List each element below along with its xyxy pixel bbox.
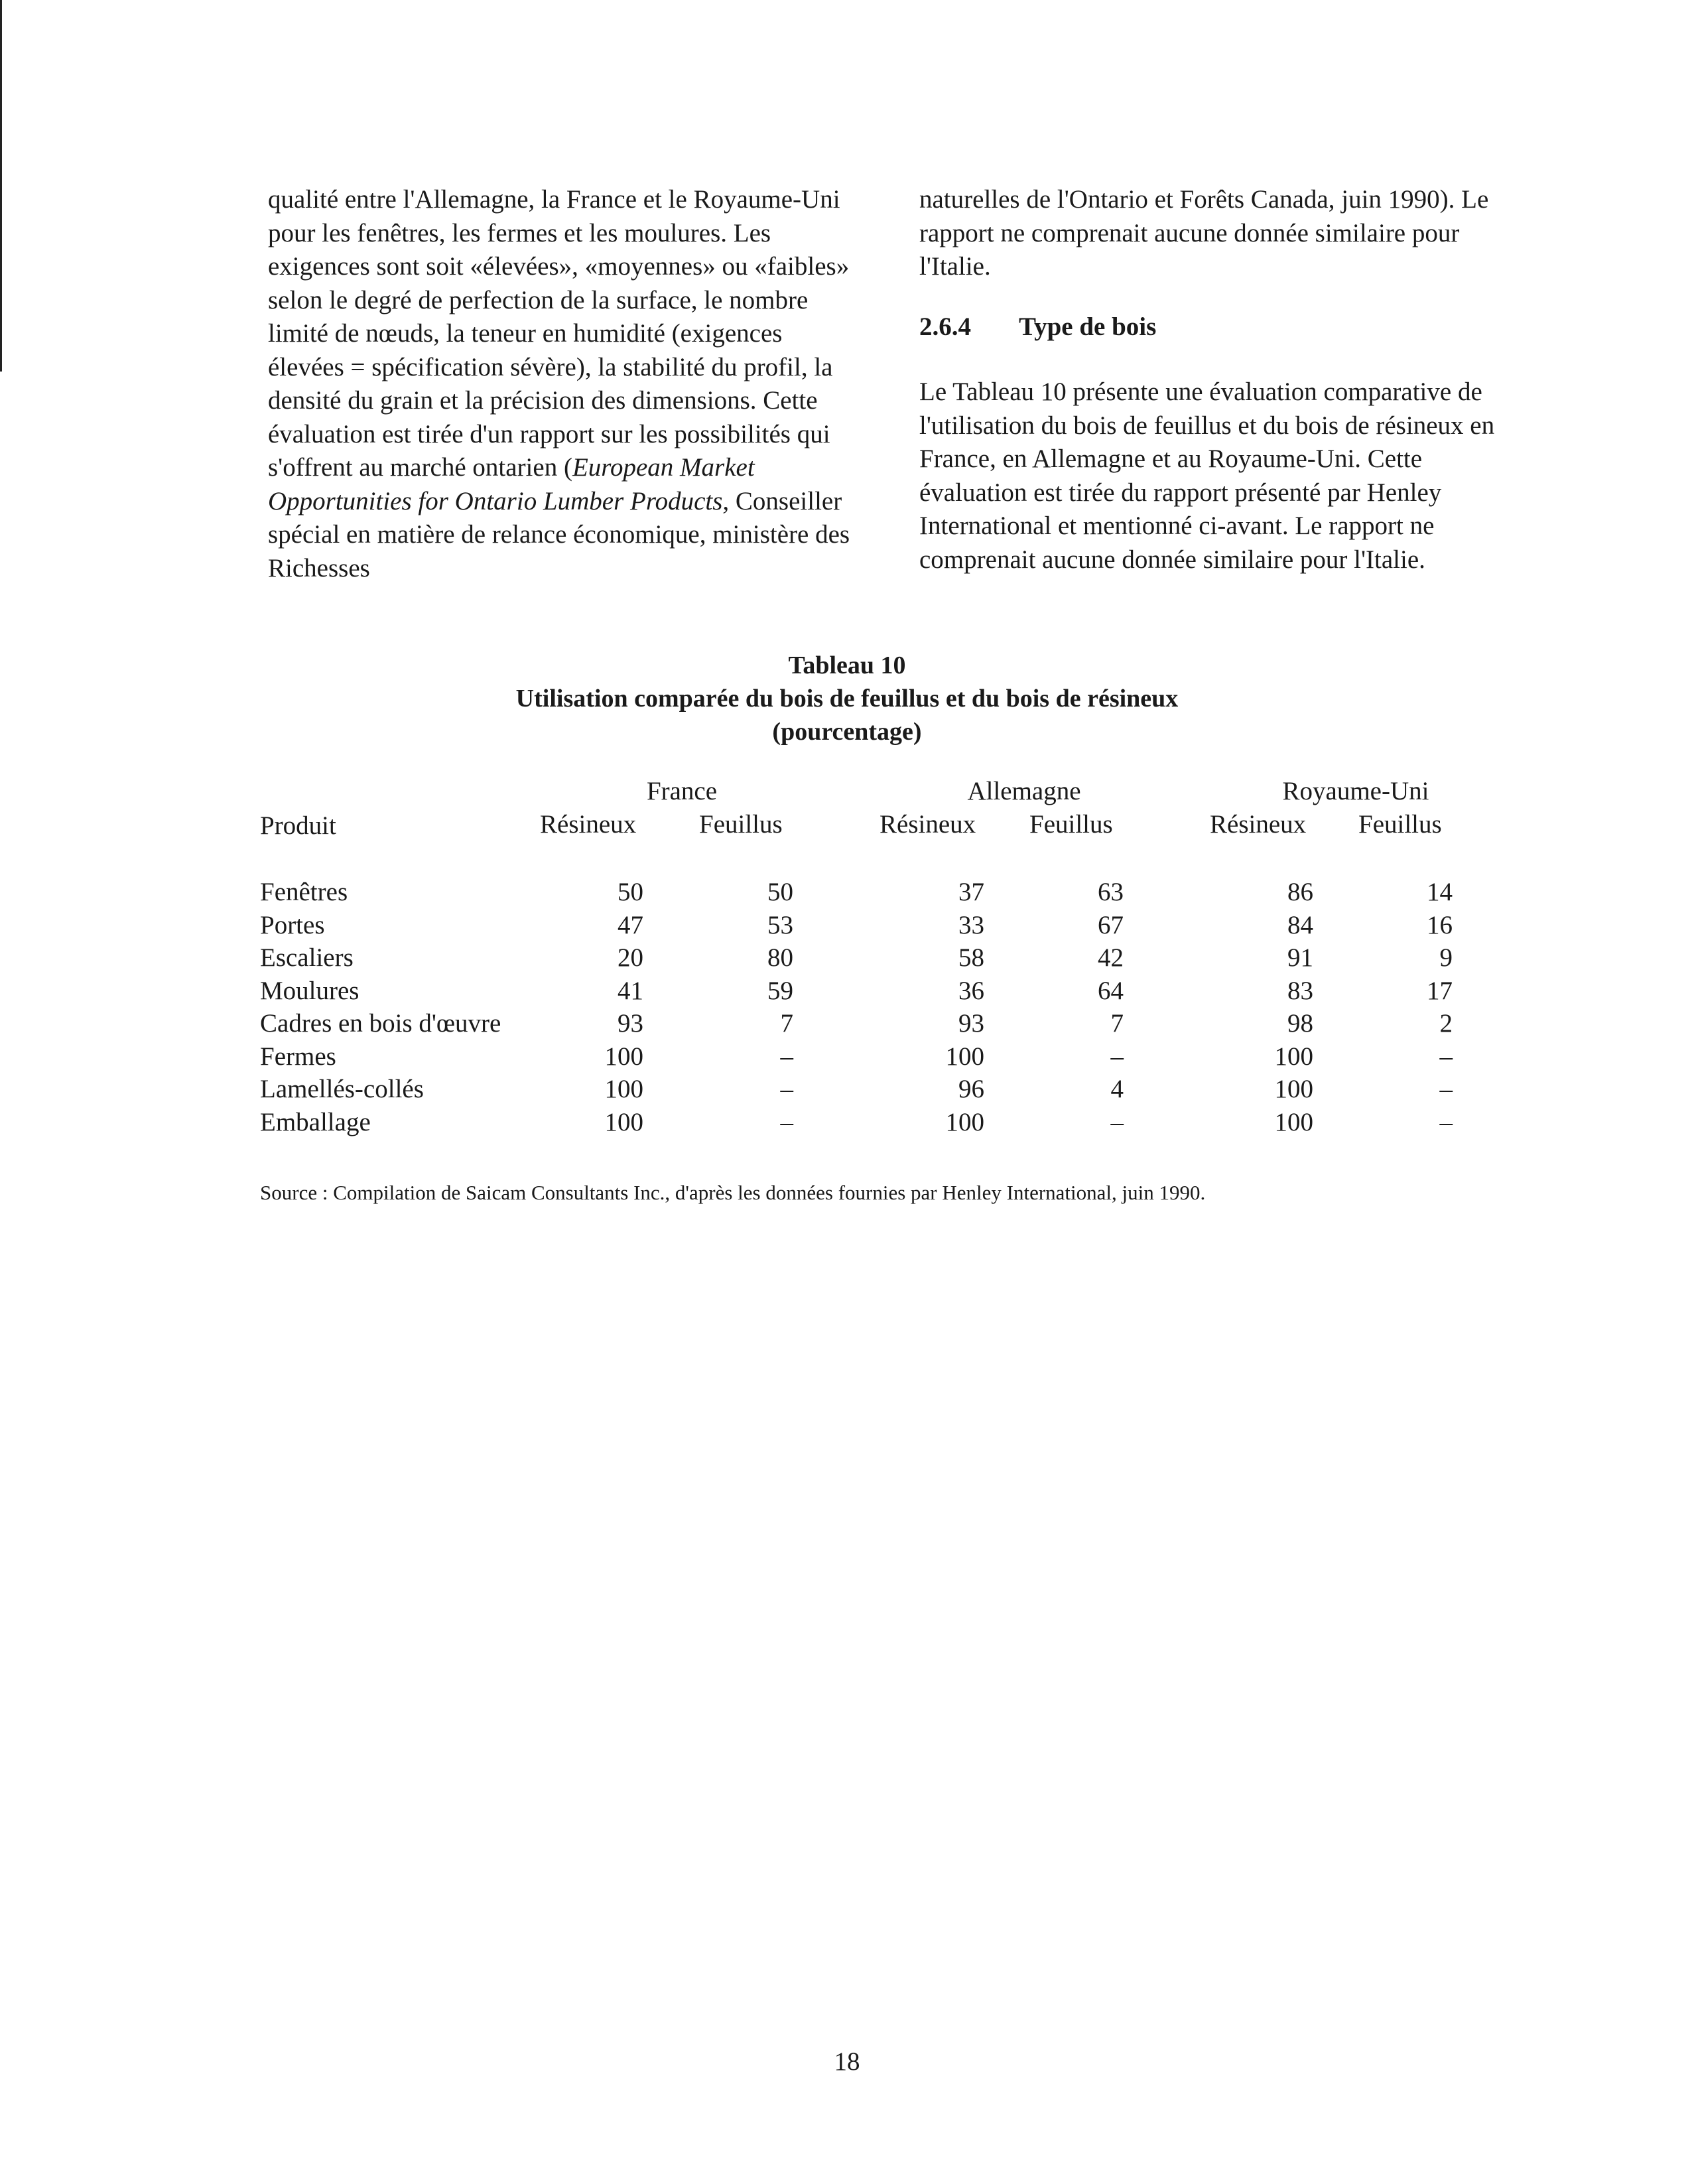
table-cell: 37 — [958, 878, 984, 906]
table-cell: 17 — [1427, 976, 1453, 1005]
table-cell: 53 — [767, 910, 793, 939]
table-cell: 98 — [1287, 1009, 1313, 1038]
left-paragraph-text-1: qualité entre l'Allemagne, la France et le Royaume-Uni pour les fenêtres, les fermes et les moulures. Les exigences sont soit «élevées», «moyennes» ou «faibles» selon le degré de perfection de la surface, le nombre limité de nœuds, la teneur en humidité (exigences élevées = spécification sévère), la stabilité du profil, la densité du grain et la précision des dimensions. Cette évaluation est tirée d'un rapport sur les possibilités qui s'offrent au marché ontarien ( — [268, 185, 850, 482]
table-cell: 83 — [1287, 976, 1313, 1005]
table-cell: – — [1439, 1042, 1453, 1071]
table-cell: 100 — [1274, 1075, 1313, 1103]
table-cell: 50 — [767, 878, 793, 906]
product-name: Portes — [260, 910, 325, 939]
right-text-column — [919, 183, 1503, 577]
table-cell: 100 — [604, 1075, 643, 1103]
table-cell: 36 — [958, 976, 984, 1005]
product-name: Emballage — [260, 1107, 371, 1136]
page-number: 18 — [834, 2047, 860, 2076]
right-paragraph-2: Le Tableau 10 présente une évaluation comparative de l'utilisation du bois de feuillus et du bois de résineux en France, en Allemagne et au Royaume-Uni. Cette évaluation est tirée du rapport présenté par Henley International et mentionné ci-avant. Le rapport ne comprenait aucune donnée similaire pour l'Italie. — [919, 377, 1495, 574]
product-name: Lamellés-collés — [260, 1075, 424, 1103]
table-cell: 86 — [1287, 878, 1313, 906]
product-name: Cadres en bois d'œuvre — [260, 1009, 501, 1038]
table-cell: 100 — [1274, 1107, 1313, 1136]
table-cell: 100 — [945, 1107, 984, 1136]
left-paragraph — [268, 183, 852, 585]
table-cell: – — [1110, 1042, 1124, 1071]
table-cell: – — [1110, 1107, 1124, 1136]
table-cell: – — [780, 1075, 793, 1103]
table-cell: 93 — [958, 1009, 984, 1038]
report-title-italic: European Market Opportunities for Ontario Lumber Products, — [268, 453, 755, 515]
product-name: Fermes — [260, 1042, 336, 1071]
table-cell: 9 — [1439, 943, 1453, 972]
table-cell: 16 — [1427, 910, 1453, 939]
table-cell: – — [1439, 1107, 1453, 1136]
country-header: Allemagne — [967, 777, 1081, 805]
table-cell: 7 — [1110, 1009, 1124, 1038]
section-title: Type de bois — [1019, 312, 1157, 341]
table-cell: 7 — [780, 1009, 793, 1038]
table-subtitle: (pourcentage) — [772, 718, 922, 746]
table-caption — [0, 649, 1694, 748]
table-title: Utilisation comparée du bois de feuillus et du bois de résineux — [515, 685, 1179, 713]
product-column-header: Produit — [260, 811, 336, 840]
table-cell: 96 — [958, 1075, 984, 1103]
product-name: Fenêtres — [260, 878, 348, 906]
country-header: Royaume-Uni — [1282, 777, 1429, 805]
table-cell: 47 — [618, 910, 643, 939]
product-name: Escaliers — [260, 943, 354, 972]
table-cell: 100 — [604, 1107, 643, 1136]
country-header: France — [646, 777, 718, 805]
table-cell: 14 — [1427, 878, 1453, 906]
section-heading — [919, 310, 1503, 344]
table-cell: 4 — [1110, 1075, 1124, 1103]
table-cell: 80 — [767, 943, 793, 972]
table-cell: 100 — [945, 1042, 984, 1071]
scan-edge-line — [0, 0, 2, 372]
resineux-subheader: Résineux — [540, 810, 637, 839]
feuillus-subheader: Feuillus — [699, 810, 783, 839]
left-paragraph-text-2: Conseiller spécial en matière de relance économique, ministère des Richesses — [268, 486, 850, 582]
table-cell: 58 — [958, 943, 984, 972]
product-name: Moulures — [260, 976, 359, 1005]
table-cell: – — [1439, 1075, 1453, 1103]
table-cell: 2 — [1439, 1009, 1453, 1038]
table-cell: – — [780, 1107, 793, 1136]
table-cell: 59 — [767, 976, 793, 1005]
table-cell: 84 — [1287, 910, 1313, 939]
left-text-column — [268, 183, 852, 585]
right-paragraph-1: naturelles de l'Ontario et Forêts Canada, juin 1990). Le rapport ne comprenait aucune donnée similaire pour l'Italie. — [919, 185, 1489, 281]
feuillus-subheader: Feuillus — [1358, 810, 1442, 839]
table-cell: 41 — [618, 976, 643, 1005]
table-cell: 64 — [1098, 976, 1124, 1005]
table-cell: 67 — [1098, 910, 1124, 939]
table-cell: 50 — [618, 878, 643, 906]
table-cell: 93 — [618, 1009, 643, 1038]
table-label: Tableau 10 — [788, 651, 906, 679]
table-cell: 33 — [958, 910, 984, 939]
resineux-subheader: Résineux — [1210, 810, 1307, 839]
table-cell: 100 — [604, 1042, 643, 1071]
table-source-note: Source : Compilation de Saicam Consultants Inc., d'après les données fournies par Henley International, juin 1990. — [260, 1181, 1206, 1204]
table-cell: 63 — [1098, 878, 1124, 906]
table-cell: 91 — [1287, 943, 1313, 972]
resineux-subheader: Résineux — [880, 810, 976, 839]
table-cell: 42 — [1098, 943, 1124, 972]
feuillus-subheader: Feuillus — [1029, 810, 1113, 839]
table-cell: 100 — [1274, 1042, 1313, 1071]
table-cell: 20 — [618, 943, 643, 972]
section-number: 2.6.4 — [919, 312, 971, 341]
table-cell: – — [780, 1042, 793, 1071]
